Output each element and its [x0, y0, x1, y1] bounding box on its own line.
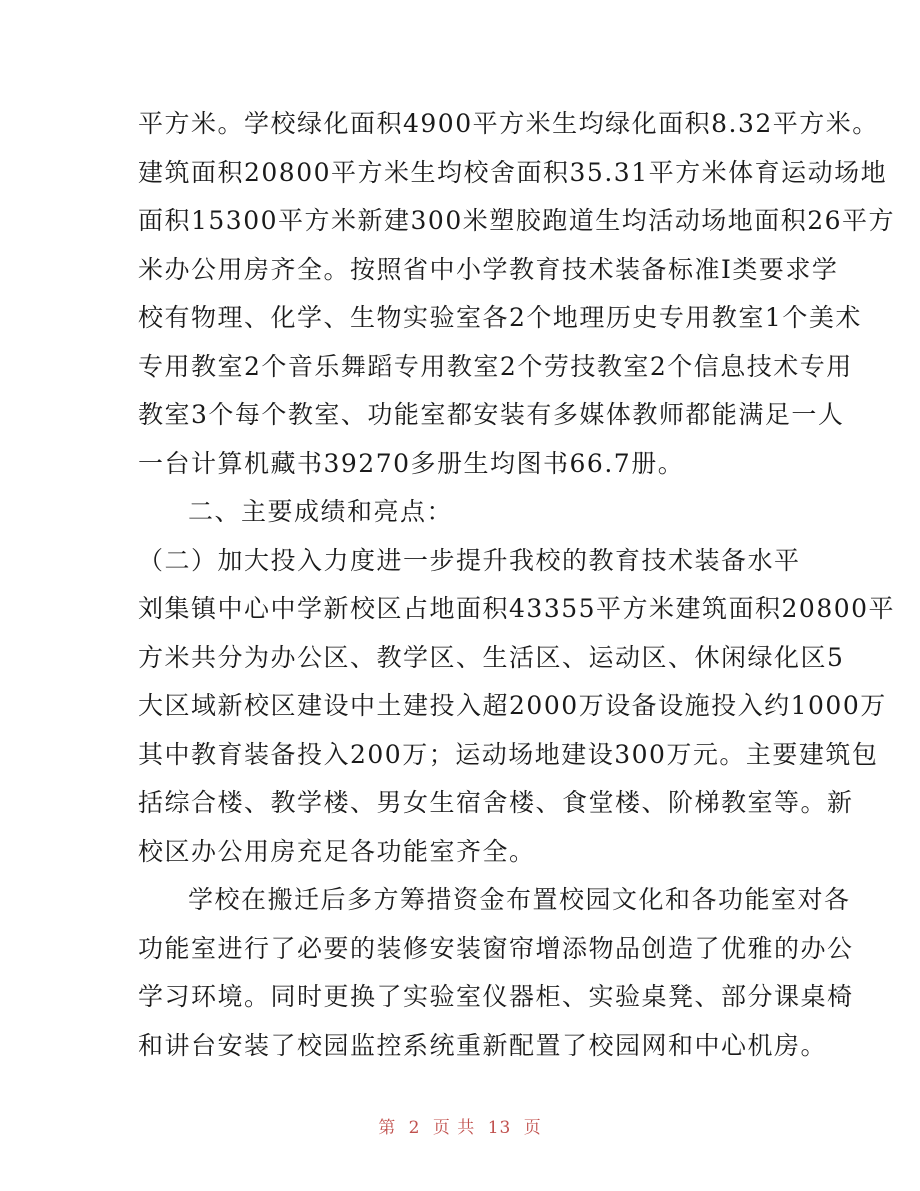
body-text: [138, 100, 896, 1070]
text-line: 学校在搬迁后多方筹措资金布置校园文化和各功能室对各: [188, 885, 851, 914]
footer-prefix: 第: [378, 1118, 397, 1138]
paragraph-facilities: [138, 100, 896, 488]
subheading-text: （二）加大投入力度进一步提升我校的教育技术装备水平: [138, 545, 801, 575]
text-line: 建筑面积20800平方米生均校舍面积35.31平方米体育运动场地: [138, 157, 888, 187]
text-line: 大区域新校区建设中土建投入超2000万设备设施投入约1000万: [138, 691, 887, 720]
current-page-number: 2: [408, 1118, 421, 1138]
text-line: 功能室进行了必要的装修安装窗帘增添物品创造了优雅的办公: [138, 933, 854, 963]
paragraph-campus: [138, 585, 896, 876]
text-line: 面积15300平方米新建300米塑胶跑道生均活动场地面积26平方: [138, 206, 896, 235]
footer-suffix: 页: [523, 1118, 542, 1138]
text-line: 方米共分为办公区、教学区、生活区、运动区、休闲绿化区5: [138, 642, 845, 672]
section-heading: [138, 488, 798, 537]
paragraph-renovation: [138, 876, 854, 1070]
text-line: 教室3个每个教室、功能室都安装有多媒体教师都能满足一人: [138, 400, 845, 429]
text-line: 和讲台安装了校园监控系统重新配置了校园网和中心机房。: [138, 1030, 828, 1060]
text-line: 专用教室2个音乐舞蹈专用教室2个劳技教室2个信息技术专用: [138, 351, 853, 381]
footer-middle: 页 共: [432, 1118, 476, 1138]
text-line: 平方米。学校绿化面积4900平方米生均绿化面积8.32平方米。: [138, 109, 879, 138]
text-line: 刘集镇中心中学新校区占地面积43355平方米建筑面积20800平: [138, 594, 896, 623]
page-footer: [0, 1113, 920, 1138]
text-line: 校有物理、化学、生物实验室各2个地理历史专用教室1个美术: [138, 303, 862, 332]
heading-text: 二、主要成绩和亮点：: [188, 497, 454, 526]
text-line: 括综合楼、教学楼、男女生宿舍楼、食堂楼、阶梯教室等。新: [138, 788, 854, 817]
text-line: 一台计算机藏书39270多册生均图书66.7册。: [138, 448, 685, 478]
text-line: 学习环境。同时更换了实验室仪器柜、实验桌凳、部分课桌椅: [138, 982, 854, 1011]
text-line: 其中教育装备投入200万；运动场地建设300万元。主要建筑包: [138, 739, 879, 769]
sub-heading: [138, 537, 801, 586]
text-line: 米办公用房齐全。按照省中小学教育技术装备标准Ⅰ类要求学: [138, 254, 839, 284]
text-line: 校区办公用房充足各功能室齐全。: [138, 836, 536, 866]
total-page-count: 13: [487, 1118, 512, 1138]
